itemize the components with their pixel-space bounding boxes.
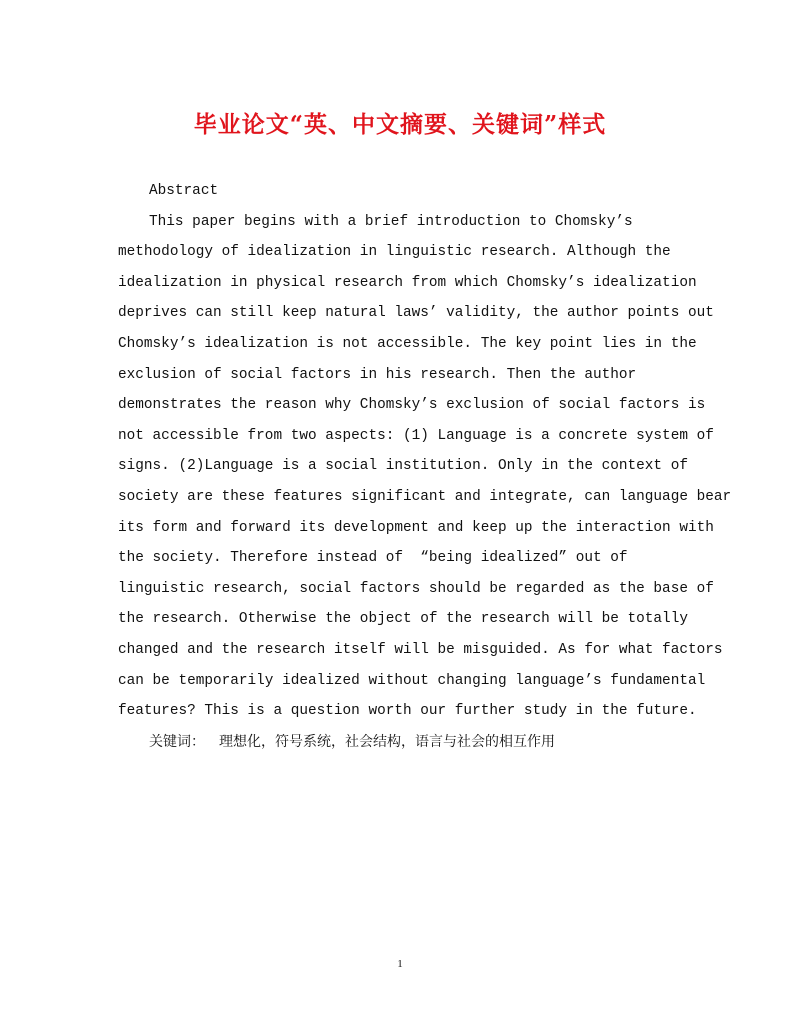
page-number: 1 [397, 958, 403, 970]
abstract-line: can be temporarily idealized without changing language’s fundamental [118, 672, 706, 689]
abstract-line: features? This is a question worth our further study in the future. [118, 703, 697, 720]
abstract-line: the society. Therefore instead of “being idealized” out of [118, 550, 628, 567]
keywords-value: 理想化，符号系统，社会结构，语言与社会的相互作用 [219, 733, 555, 750]
keywords-label: 关键词： [149, 733, 205, 750]
abstract-section [118, 176, 732, 757]
abstract-line: This paper begins with a brief introduction to Chomsky’s [149, 213, 633, 230]
abstract-line: demonstrates the reason why Chomsky’s exclusion of social factors is [118, 397, 706, 414]
abstract-line: society are these features significant and integrate, can language bear [118, 488, 732, 505]
abstract-line: signs. (2)Language is a social institution. Only in the context of [118, 458, 688, 475]
abstract-line: idealization in physical research from which Chomsky’s idealization [118, 274, 697, 291]
abstract-line: changed and the research itself will be misguided. As for what factors [118, 641, 723, 658]
document-title: 毕业论文“英、中文摘要、关键词”样式 [193, 111, 607, 138]
keywords-line [118, 727, 680, 758]
abstract-line: methodology of idealization in linguistic research. Although the [118, 244, 671, 261]
abstract-line: its form and forward its development and keep up the interaction with [118, 519, 714, 536]
abstract-line: Chomsky’s idealization is not accessible. The key point lies in the [118, 335, 697, 352]
abstract-line: not accessible from two aspects: (1) Language is a concrete system of [118, 427, 714, 444]
abstract-line: exclusion of social factors in his research. Then the author [118, 366, 637, 383]
abstract-line: the research. Otherwise the object of the research will be totally [118, 611, 688, 628]
abstract-line: deprives can still keep natural laws’ validity, the author points out [118, 305, 714, 322]
abstract-line: linguistic research, social factors should be regarded as the base of [118, 580, 714, 597]
abstract-heading: Abstract [149, 183, 219, 199]
